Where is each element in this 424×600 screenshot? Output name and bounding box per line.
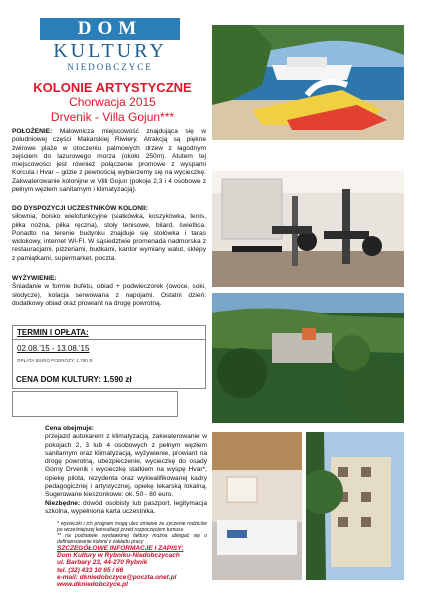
photo-beach <box>212 25 404 140</box>
section-cena-obejmuje <box>45 425 207 516</box>
contact-email[interactable]: e-mail: dkniedobczyce@poczta.onet.pl <box>57 573 177 581</box>
cena-obejmuje-label: Cena obejmuje: <box>45 425 95 432</box>
dyspozycja-label: DO DYSPOZYCJI UCZESTNIKÓW KOLONII: <box>12 205 148 212</box>
note-2: ** na podstawie wystawionej faktury można ubiegać się o dofinansowanie kolonii z zakładu pracy <box>57 533 207 545</box>
contact-www[interactable]: www.dkniedobczyce.pl <box>57 581 128 589</box>
section-wyzywienie <box>12 275 206 308</box>
photo-room <box>212 432 302 580</box>
photo-villa <box>306 432 404 580</box>
note-1: * wycieczki i ich program mogą ulec zmianie ze zyczenie rodziców po wcześniejszej konsultacji przed rozpoczęciem turnusu <box>57 521 207 533</box>
cena-obejmuje-text: przejazd autokarem z klimatyzacją, zakwaterowanie w pokojach 2, 3 lub 4 osobowych z pełnym węzłem sanitarnym oraz klimatyzacją, wyżywienie, prowiant na drogę powrotną, ubezpieczenie, wycieczkę do osady Górny Drvenik i wycieczkę statkiem na wyspę Hvar*, opiekę pilota, rezydenta oraz wykwalifikowanej kadry pedagogicznej i artystycznej, opiekę lekarską lokalną, Sugerowane kieszonkowe: ok. 50 - 80 euro. <box>45 433 207 499</box>
contact-address: ul. Barbary 23, 44-270 Rybnik <box>57 559 148 567</box>
termin-heading: TERMIN I OPŁATA: <box>13 326 205 340</box>
title-line3: Drvenik - Villa Gojun*** <box>50 110 175 124</box>
wyzywienie-text: Śniadanie w formie bufetu, obiad + podwieczorek (owoce, soki, słodycze), kolacja serwowana z napojami. Ostatni dzień: dodatkowy obiad oraz prowiant na drogę powrotną. <box>12 283 206 307</box>
wyzywienie-label: WYŻYWIENIE: <box>12 275 57 282</box>
section-dyspozycja <box>12 205 206 263</box>
cena-dom-kultury: CENA DOM KULTURY: 1.590 zł <box>16 375 132 384</box>
contact-org: Dom Kultury w Rybniku-Niedobczycach <box>57 552 180 560</box>
logo-subtitle: NIEDOBCZYCE <box>67 62 153 72</box>
empty-box <box>12 391 178 417</box>
termin-dates: 02.08.'15 - 13.08.'15 <box>17 344 90 353</box>
logo <box>40 18 180 78</box>
contact-heading: SZCZEGÓŁOWE INFORMACJE I ZAPISY: <box>57 545 184 552</box>
polozenie-label: POŁOŻENIE: <box>12 128 53 135</box>
notes <box>57 521 207 545</box>
niezbedne-text: dowód osobisty lub paszport, legitymacja szkolna, wypełniona karta uczestnika. <box>45 499 207 515</box>
photo-village <box>212 293 404 423</box>
polozenie-text: Malownicza miejscowość znajdująca się w południowej części Makarskiej Riwiery. Atrakcją są piękne żwirowe plaże w otoczeniu palmowych drzew z łagodnym zejściem do lazurowego morza (około 250m). Atutem tej miejscowości jest również połączenie promowe z wyspami Korcula i Hvar – gdzie z pewnością wybierzemy się na wycieczkę. Zakwaterowanie kolonijne w Villi Gojun (pokoje 2,3 i 4 osobowe z pełnym węzłem sanitarnym i klimatyzacją). <box>12 128 206 194</box>
title-line2: Chorwacja 2015 <box>69 95 156 109</box>
logo-kultury-text: KULTURY <box>53 40 167 62</box>
section-polozenie <box>12 128 206 194</box>
photo-gym <box>212 171 404 287</box>
title-line1: KOLONIE ARTYSTYCZNE <box>33 80 192 95</box>
contact-block <box>57 545 183 588</box>
niezbedne-label: Niezbędne: <box>45 499 81 507</box>
dyspozycja-text: siłownia, boisko wielofunkcyjne (siatkówka, koszykówka, tenis, piłka nożna, piłka ręczna), stoły tenisowe, bilard, świetlica. Ponadto na terenie budynku znajduje się stołówka i taras widokowy, internet WI-FI. W sąsiedztwie promenada nadmorska z restauracjami, pizzeriami, budkami, kantor wymiany walut, sklepy z pamiątkami, supermarket, poczta. <box>12 213 206 262</box>
termin-oplata: OPŁATA BIURO PODRÓŻY: 1.750 zł <box>17 358 93 363</box>
contact-tel: tel. (32) 433 10 65 / 66 <box>57 566 124 574</box>
logo-dom-text: DOM <box>40 18 180 40</box>
